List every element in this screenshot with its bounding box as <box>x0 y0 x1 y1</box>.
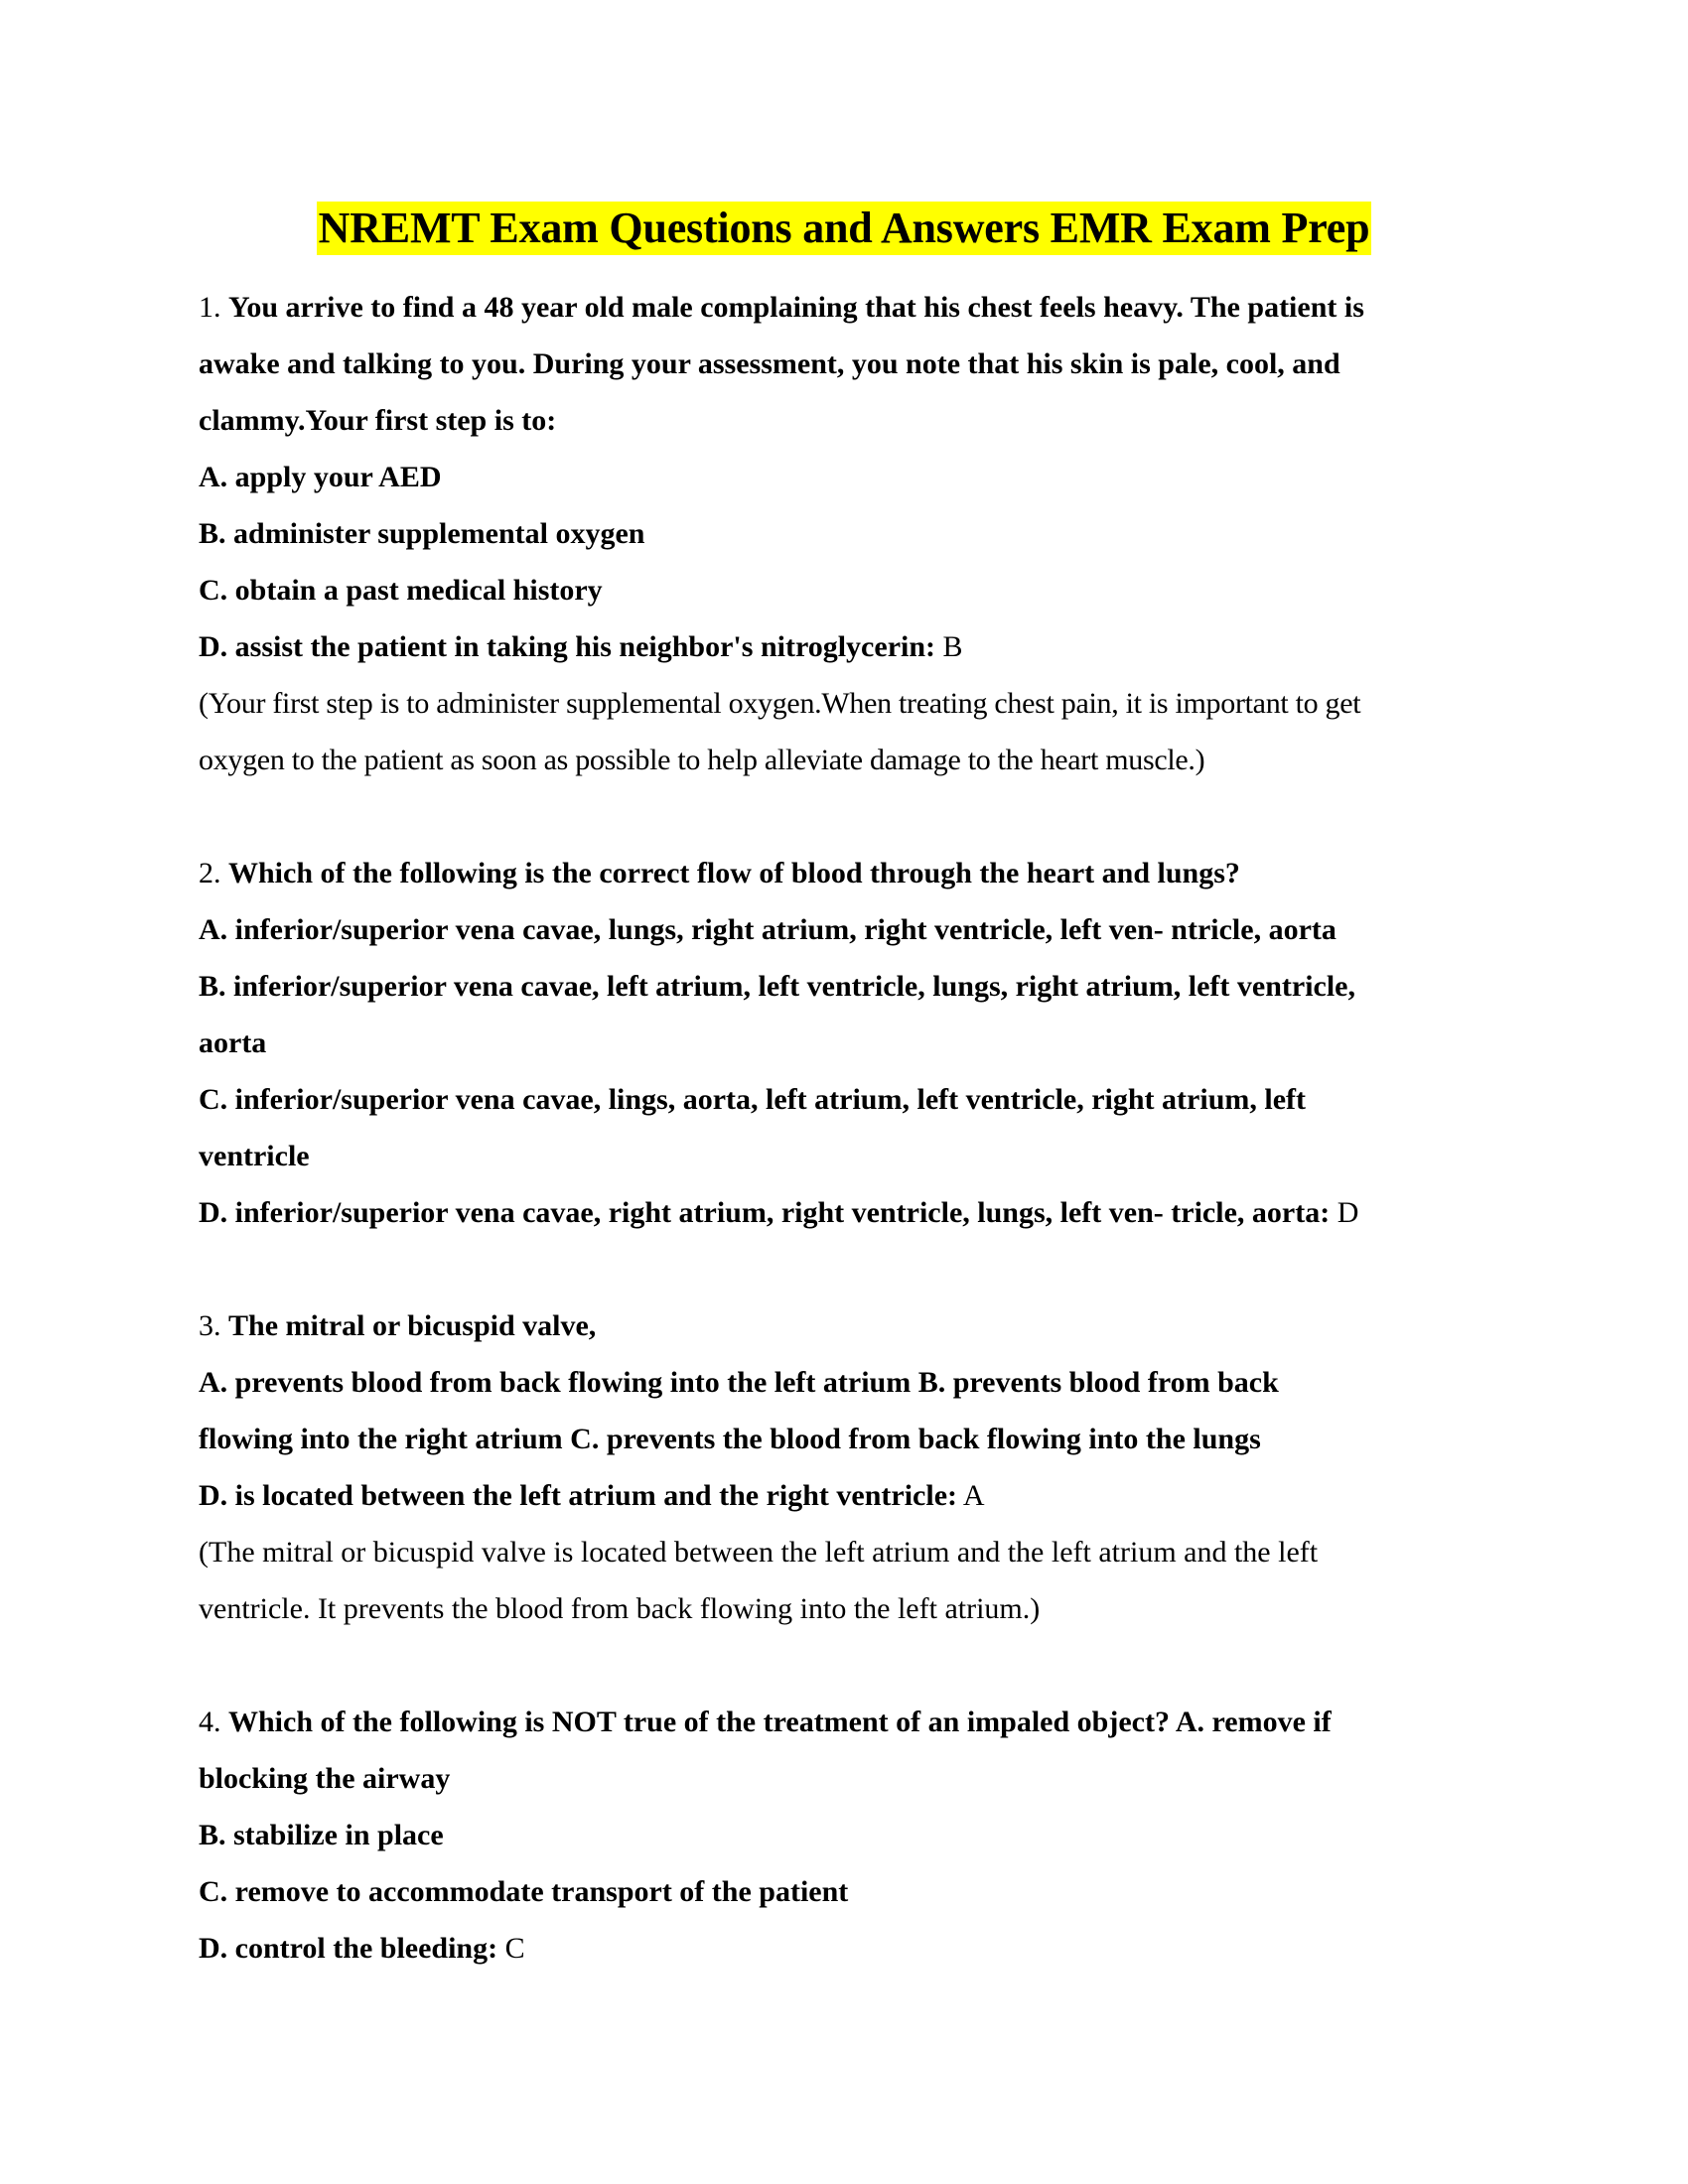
question-number: 4. <box>199 1706 221 1738</box>
document-body <box>199 279 1509 1977</box>
question-stem-line: 4. Which of the following is NOT true of the treatment of an impaled object? A. remove if <box>199 1706 1332 1738</box>
page-title: NREMT Exam Questions and Answers EMR Exam Prep <box>317 202 1372 255</box>
explanation-line: ventricle. It prevents the blood from back flowing into the left atrium.) <box>199 1592 1041 1625</box>
question-stem-line: awake and talking to you. During your assessment, you note that his skin is pale, cool, and <box>199 347 1340 380</box>
answer-option-d: D. control the bleeding: C <box>199 1932 525 1965</box>
correct-answer: B <box>942 630 963 663</box>
spacer <box>199 1241 1509 1297</box>
explanation-line: (Your first step is to administer supplemental oxygen.When treating chest pain, it is important to get <box>199 687 1361 720</box>
spacer <box>199 788 1509 845</box>
question-stem-line: 2. Which of the following is the correct flow of blood through the heart and lungs? <box>199 857 1240 889</box>
answer-option-d: D. inferior/superior vena cavae, right atrium, right ventricle, lungs, left ven- tricle, aorta: D <box>199 1196 1359 1229</box>
question-number: 1. <box>199 291 221 324</box>
answer-option-c: C. remove to accommodate transport of the patient <box>199 1875 849 1908</box>
answer-option-c: C. inferior/superior vena cavae, lings, aorta, left atrium, left ventricle, right atrium, left <box>199 1083 1306 1116</box>
answer-option-a: A. inferior/superior vena cavae, lungs, right atrium, right ventricle, left ven- ntricle, aorta <box>199 913 1336 946</box>
title-container <box>0 202 1688 255</box>
question-stem-line: 3. The mitral or bicuspid valve, <box>199 1309 597 1342</box>
correct-answer: C <box>504 1932 525 1965</box>
question-stem-line: clammy.Your first step is to: <box>199 404 557 437</box>
answer-options-line: A. prevents blood from back flowing into the left atrium B. prevents blood from back <box>199 1366 1279 1399</box>
answer-option-c-continued: ventricle <box>199 1140 310 1172</box>
answer-option-b-continued: aorta <box>199 1026 267 1059</box>
correct-answer: D <box>1336 1196 1359 1229</box>
answer-option-b: B. administer supplemental oxygen <box>199 517 645 550</box>
explanation-line: (The mitral or bicuspid valve is located between the left atrium and the left atrium and the left <box>199 1536 1319 1569</box>
answer-option-c: C. obtain a past medical history <box>199 574 603 607</box>
answer-options-line: flowing into the right atrium C. prevents the blood from back flowing into the lungs <box>199 1423 1261 1455</box>
answer-option-b: B. stabilize in place <box>199 1819 444 1851</box>
spacer <box>199 1637 1509 1694</box>
correct-answer: A <box>962 1479 985 1512</box>
answer-option-d: D. assist the patient in taking his neighbor's nitroglycerin: B <box>199 630 963 663</box>
question-number: 2. <box>199 857 221 889</box>
question-4 <box>199 1694 1509 1977</box>
question-3 <box>199 1297 1509 1637</box>
question-1 <box>199 279 1509 788</box>
question-stem-line: blocking the airway <box>199 1762 451 1795</box>
question-number: 3. <box>199 1309 221 1342</box>
answer-option-a: A. apply your AED <box>199 461 442 493</box>
answer-option-b: B. inferior/superior vena cavae, left atrium, left ventricle, lungs, right atrium, left ventricle, <box>199 970 1355 1003</box>
explanation-line: oxygen to the patient as soon as possible to help alleviate damage to the heart muscle.) <box>199 744 1205 776</box>
question-stem-line: 1. You arrive to find a 48 year old male complaining that his chest feels heavy. The patient is <box>199 291 1364 324</box>
answer-option-d: D. is located between the left atrium and the right ventricle: A <box>199 1479 985 1512</box>
question-2 <box>199 845 1509 1241</box>
